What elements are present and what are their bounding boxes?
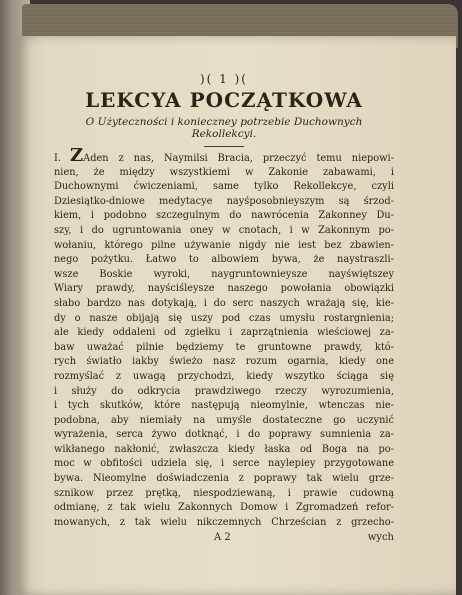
text-line: Dziesiątko-dniowe medytacye nayśposobnieyszym są śrzod-: [54, 195, 394, 207]
text-line: słabo bardzo nas dotykają, i do serc naszych wrażają się, kie-: [54, 297, 394, 309]
text-line: [54, 145, 394, 166]
page-title: LEKCYA POCZĄTKOWA: [85, 88, 363, 112]
text-line: podobna, aby niemiały na umyśle dostateczne go uczynić: [54, 414, 394, 426]
body-text: [54, 145, 394, 530]
divider: [204, 146, 244, 147]
text-line: Duchownymi ćwiczeniami, same tylko Rekollekcye, czyli: [54, 181, 394, 193]
text-line: Wiary prawdy, nayściśleysze naszego powołania obowiązki: [54, 283, 394, 295]
text-line: wyrażenia, serca żywo dotknąć, i do poprawy sumnienia za-: [54, 429, 394, 441]
text-line: ale kiedy oddaleni od zgiełku i zaprzątnienia wieściowej za-: [54, 327, 394, 339]
text-line: odmianę, z tak wielu Zakonnych Domow i Zgromadzeń refor-: [54, 502, 394, 514]
text-line: kiem, i podobno szczegulnym do nawrócenia Zakonney Du-: [54, 210, 394, 222]
text-line: nien, że między wszystkiemi w Zakonie zabawami, i: [54, 166, 394, 178]
text-line: i służy do odkrycia prawdziwego rzeczy wyrozumienia,: [54, 385, 394, 397]
subtitle-line: Rekollekcyi.: [191, 128, 257, 140]
text-line: sznikow przez prętką, niespodziewaną, i prawie cudowną: [54, 487, 394, 499]
text-line: rozmyślać z uwagą przychodzi, kiedy wszytko ściąga się: [54, 370, 394, 382]
signature-mark: A 2: [214, 532, 231, 544]
text-line: wsze Boskie wyroki, naygruntownieysze nayświętszey: [54, 268, 394, 280]
text-line: wołaniu, którego pilne używanie nigdy nie iest bez zbawien-: [54, 239, 394, 251]
subtitle: [54, 116, 394, 140]
paragraph-number: I.: [54, 153, 61, 164]
text-line: wikłanego nakłonić, zwłaszcza kiedy łaska od Boga na po-: [54, 443, 394, 455]
text-line: moc w obfitości udziela się, i serce naylepiey przygotowane: [54, 458, 394, 470]
catchword: wych: [367, 532, 394, 544]
page-number: )( 1 )(: [200, 72, 248, 86]
drop-cap: Z: [70, 145, 84, 166]
text-line: dy o nasze obijają się uszy pod czas umysłu rostargnienia;: [54, 312, 394, 324]
text-line: nego pożytku. Łatwo to albowiem bywa, że naystraszli-: [54, 254, 394, 266]
text-line: rych światło iakby świeżo nasz rozum ogarnia, kiedy one: [54, 356, 394, 368]
text-line: baw uważać pilnie będziemy te gruntowne prawdy, któ-: [54, 341, 394, 353]
subtitle-line: O Użyteczności i konieczney potrzebie Duchownych: [85, 116, 363, 128]
text-line: i tych skutków, które następują nieomylnie, wtenczas nie-: [54, 400, 394, 412]
text-line: bywa. Nieomylne doświadczenia z poprawy tak wielu grze-: [54, 473, 394, 485]
text-line: szy, i do ugruntowania oney w cnotach, i w Zakonnym po-: [54, 224, 394, 236]
line-text: Aden z nas, Naymilsi Bracia, przeczyć temu niepowi-: [83, 153, 394, 164]
text-block: [54, 72, 394, 548]
text-line: mowanych, z tak wielu nikczemnych Chrześcian z grzecho-: [54, 516, 394, 528]
page-footer: [54, 532, 394, 548]
